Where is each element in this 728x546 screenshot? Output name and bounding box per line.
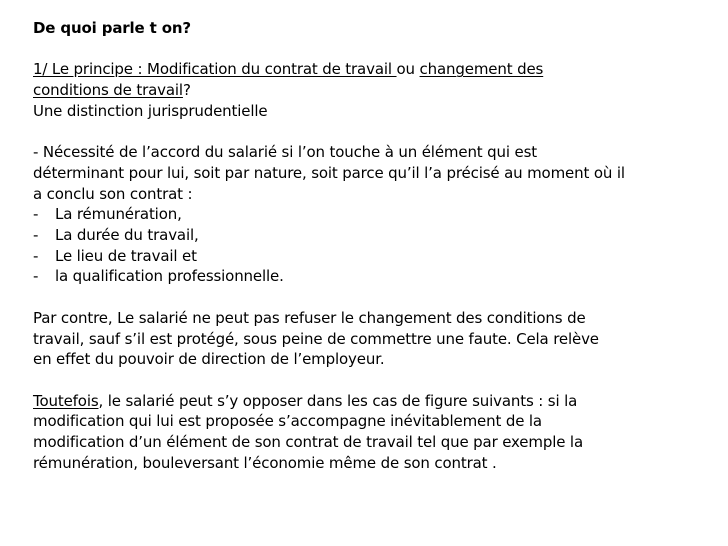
list-item: [33, 225, 728, 246]
word-ou: ou: [396, 60, 415, 79]
however-line-3: modification d’un élément de son contrat de travail tel que par exemple la: [33, 433, 583, 451]
list-bullet: -: [33, 205, 39, 224]
however-line-1: [33, 391, 728, 412]
change-conditions-link-part-2: conditions de travail: [33, 81, 183, 100]
principle-link: 1/ Le principe : Modification du contrat de travail: [33, 60, 397, 79]
spacer: [33, 39, 728, 60]
slide-heading: De quoi parle t on?: [33, 19, 191, 37]
necessity-line-3: a conclu son contrat :: [33, 184, 193, 203]
contrast-line-2: travail, sauf s’il est protégé, sous peine de commettre une faute. Cela relève: [33, 329, 599, 348]
principle-line-2: [33, 80, 728, 101]
necessity-line-1: - Nécessité de l’accord du salarié si l’on touche à un élément qui est: [33, 143, 537, 162]
principle-line-1: [33, 59, 728, 80]
however-keyword: Toutefois: [33, 391, 99, 410]
list-item-text: la qualification professionnelle.: [55, 267, 284, 286]
list-item: [33, 266, 728, 287]
spacer: [33, 370, 728, 391]
list-bullet: -: [33, 226, 39, 244]
list-item: [33, 246, 728, 267]
list-bullet: -: [33, 267, 39, 286]
list-item-text: La rémunération,: [55, 205, 182, 224]
list-bullet: -: [33, 246, 39, 265]
however-line-4: rémunération, bouleversant l’économie même de son contrat .: [33, 453, 497, 472]
however-line-1-rest: , le salarié peut s’y opposer dans les cas de figure suivants : si la: [98, 391, 578, 410]
spacer: [33, 122, 728, 143]
contrast-line-1: Par contre, Le salarié ne peut pas refuser le changement des conditions de: [33, 308, 586, 327]
necessity-line-2: déterminant pour lui, soit par nature, soit parce qu’il l’a précisé au moment où il: [33, 163, 625, 182]
however-line-2: modification qui lui est proposée s’accompagne inévitablement de la: [33, 412, 542, 431]
list-item-text: La durée du travail,: [55, 226, 199, 244]
question-mark: ?: [182, 81, 191, 100]
distinction-line: Une distinction jurisprudentielle: [33, 101, 268, 120]
contrast-line-3: en effet du pouvoir de direction de l’employeur.: [33, 350, 385, 369]
change-conditions-link-part-1: changement des: [419, 60, 544, 79]
list-item-text: Le lieu de travail et: [55, 246, 197, 265]
list-item: [33, 204, 728, 225]
spacer: [33, 287, 728, 308]
